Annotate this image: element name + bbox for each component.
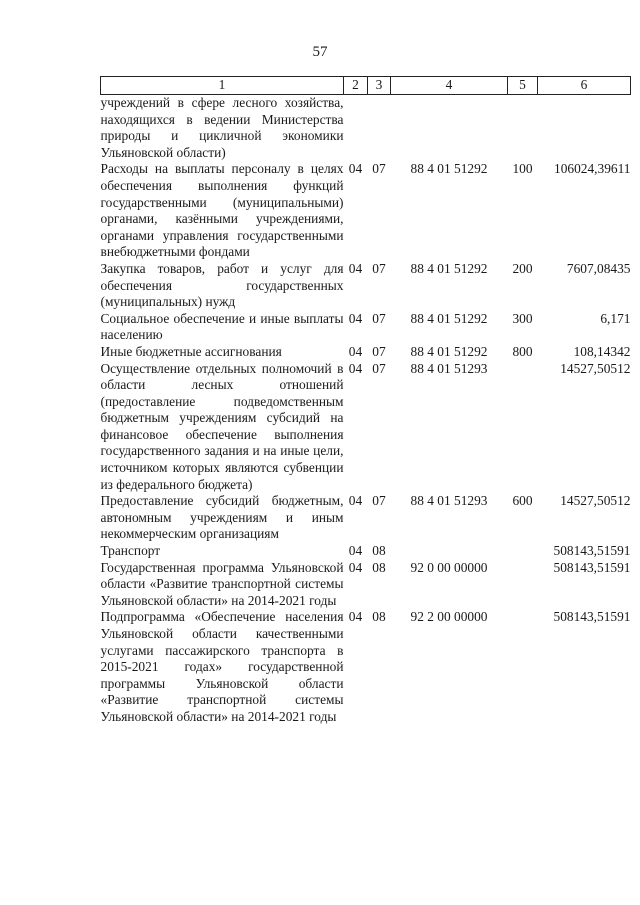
row-name-cell: Иные бюджетные ассигнования [100, 343, 282, 359]
budget-table [100, 76, 631, 726]
section-code-cell: 04 [348, 543, 363, 559]
target-article-cell: 88 4 01 51293 [410, 360, 488, 376]
expense-type-cell [508, 609, 538, 725]
table-row [101, 95, 631, 162]
row-name-cell: Предоставление субсидий бюджетным, автономным учреждениям и иным некоммерческим организациям [100, 493, 344, 542]
header-cell: 2 [344, 77, 368, 95]
expense-type-cell [508, 543, 538, 560]
amount-cell: 508143,51591 [553, 559, 631, 575]
header-row [101, 77, 631, 95]
subsection-code-cell: 07 [372, 360, 386, 376]
row-name-cell: Подпрограмма «Обеспечение населения Ульяновской области качественными услугами пассажирского транспорта в 2015-2021 годах» государственной программы Ульяновской области «Развитие транспортной системы Ульяновской области» на 2014-2021 годы [100, 609, 344, 724]
expense-type-cell: 300 [512, 310, 533, 326]
row-name-cell: Социальное обеспечение и иные выплаты населению [100, 310, 344, 343]
row-name-cell: Закупка товаров, работ и услуг для обеспечения государственных (муниципальных) нужд [100, 260, 344, 310]
subsection-code-cell: 07 [372, 161, 386, 177]
expense-type-cell [508, 361, 538, 494]
subsection-code-cell: 08 [372, 559, 386, 575]
target-article-cell: 92 2 00 00000 [410, 609, 488, 625]
subsection-code-cell [368, 95, 391, 162]
table-row [101, 161, 631, 261]
amount-cell: 108,14342 [573, 343, 631, 359]
section-code-cell: 04 [348, 161, 363, 177]
target-article-cell: 88 4 01 51292 [410, 343, 488, 359]
section-code-cell: 04 [348, 310, 363, 326]
header-cell: 6 [538, 77, 631, 95]
target-article-cell: 92 0 00 00000 [410, 559, 488, 575]
subsection-code-cell: 08 [372, 543, 386, 559]
target-article-cell: 88 4 01 51293 [410, 493, 488, 509]
target-article-cell [391, 95, 508, 162]
subsection-code-cell: 07 [372, 310, 386, 326]
header-cell: 5 [508, 77, 538, 95]
expense-type-cell [508, 95, 538, 162]
expense-type-cell [508, 560, 538, 610]
row-name-cell: учреждений в сфере лесного хозяйства, находящихся в ведении Министерства природы и цикличной экономики Ульяновской области) [100, 95, 344, 160]
target-article-cell [391, 543, 508, 560]
subsection-code-cell: 07 [372, 493, 386, 509]
row-name-cell: Осуществление отдельных полномочий в области лесных отношений (предоставление подведомственным бюджетным учреждениям субсидий на финансовое обеспечение выполнения государственного задания и на иные цели, источником которых являются субвенции из федерального бюджета) [100, 360, 344, 492]
expense-type-cell: 800 [512, 343, 533, 359]
section-code-cell: 04 [348, 493, 363, 509]
target-article-cell: 88 4 01 51292 [410, 310, 488, 326]
subsection-code-cell: 08 [372, 609, 386, 625]
target-article-cell: 88 4 01 51292 [410, 161, 488, 177]
header-cell: 3 [368, 77, 391, 95]
section-code-cell: 04 [348, 609, 363, 625]
row-name-cell: Расходы на выплаты персоналу в целях обеспечения выполнения функций государственными (муниципальными) органами, казёнными учреждениями, органами управления государственными внебюджетными фондами [100, 161, 344, 260]
subsection-code-cell: 07 [372, 260, 386, 276]
section-code-cell: 04 [348, 260, 363, 276]
page-number: 57 [312, 44, 328, 60]
amount-cell: 14527,50512 [560, 360, 631, 376]
expense-type-cell: 600 [512, 493, 533, 509]
table-row [101, 543, 631, 560]
table-row [101, 344, 631, 361]
row-name-cell: Транспорт [100, 543, 161, 559]
amount-cell: 508143,51591 [553, 609, 631, 625]
table-row [101, 609, 631, 725]
amount-cell: 7607,08435 [566, 260, 631, 276]
section-code-cell: 04 [348, 360, 363, 376]
section-code-cell [344, 95, 368, 162]
header-cell: 4 [391, 77, 508, 95]
header-cell: 1 [101, 77, 344, 95]
amount-cell: 508143,51591 [553, 543, 631, 559]
table-row [101, 493, 631, 543]
amount-cell [538, 95, 631, 162]
section-code-cell: 04 [348, 343, 363, 359]
table-row [101, 560, 631, 610]
table-row [101, 361, 631, 494]
table-row [101, 261, 631, 311]
section-code-cell: 04 [348, 559, 363, 575]
amount-cell: 106024,39611 [554, 161, 631, 177]
expense-type-cell: 100 [512, 161, 533, 177]
subsection-code-cell: 07 [372, 343, 386, 359]
row-name-cell: Государственная программа Ульяновской области «Развитие транспортной системы Ульяновской области» на 2014-2021 годы [100, 559, 344, 608]
amount-cell: 6,171 [600, 310, 631, 326]
target-article-cell: 88 4 01 51292 [410, 260, 488, 276]
table-row [101, 311, 631, 344]
expense-type-cell: 200 [512, 260, 533, 276]
amount-cell: 14527,50512 [560, 493, 631, 509]
